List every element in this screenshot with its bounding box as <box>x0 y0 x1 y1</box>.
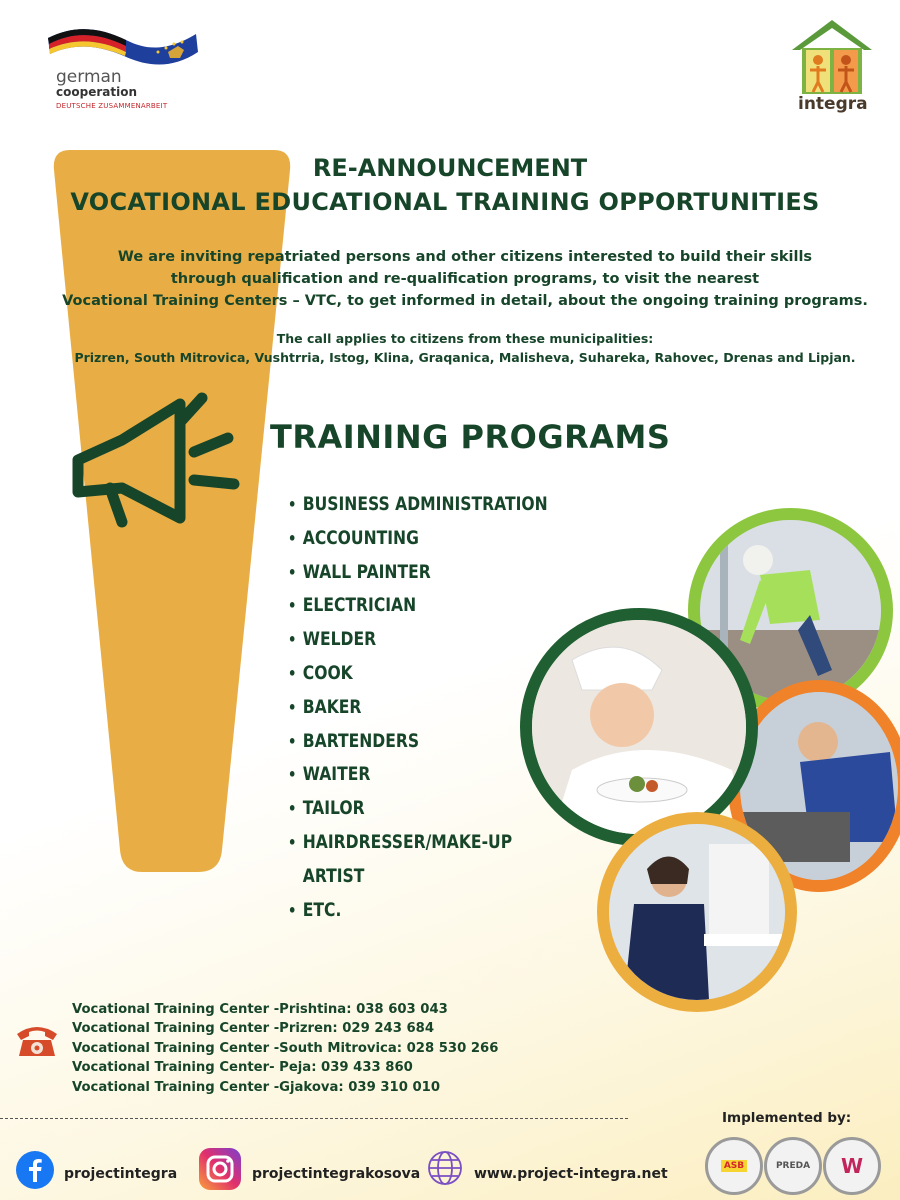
contact-line: Vocational Training Center -Prishtina: 038 603 043 <box>72 1002 448 1017</box>
list-item: • BARTENDERS <box>288 725 501 759</box>
partner-logo-text: PREDA <box>775 1161 811 1171</box>
contact-line: Vocational Training Center- Peja: 039 433 860 <box>72 1060 413 1076</box>
contact-line: Vocational Training Center -Prizren: 029 243 684 <box>72 1021 434 1037</box>
list-item: • ELECTRICIAN <box>288 589 501 623</box>
list-item: • WAITER <box>288 758 501 792</box>
call-applies-heading: The call applies to citizens from these municipalities: <box>276 331 654 346</box>
intro-paragraph <box>40 246 890 312</box>
facebook-handle[interactable]: projectintegra <box>64 1166 178 1182</box>
list-item: • BAKER <box>288 691 501 725</box>
intro-line: We are inviting repatriated persons and other citizens interested to build their skills <box>117 249 813 265</box>
list-item: ARTIST <box>302 864 365 887</box>
municipalities-list: Prizren, South Mitrovica, Vushtrria, Istog, Klina, Graqanica, Malisheva, Suhareka, Rahovec, Drenas and Lipjan. <box>74 350 856 365</box>
logo-text-german: german <box>56 67 122 87</box>
partner-logo-text: W <box>840 1154 864 1178</box>
instagram-handle[interactable]: projectintegrakosova <box>252 1166 421 1182</box>
implemented-by-label: Implemented by: <box>722 1110 852 1126</box>
logo-text-deutsche: DEUTSCHE ZUSAMMENARBEIT <box>56 102 168 110</box>
instagram-icon[interactable] <box>198 1147 242 1191</box>
title-vet-opportunities: VOCATIONAL EDUCATIONAL TRAINING OPPORTUNITIES <box>70 188 820 216</box>
list-item: • ETC. <box>288 894 501 928</box>
list-item: • HAIRDRESSER/MAKE-UP <box>288 826 501 860</box>
integra-logo <box>790 18 874 118</box>
chef-photo <box>520 608 758 846</box>
intro-line: through qualification and re-qualification programs, to visit the nearest <box>170 271 760 287</box>
integra-logo-text: integra <box>798 94 868 114</box>
german-cooperation-logo <box>46 22 206 117</box>
divider <box>0 1118 628 1119</box>
list-item: • WALL PAINTER <box>288 556 501 590</box>
vtc-contacts <box>72 1000 498 1097</box>
contact-line: Vocational Training Center -Gjakova: 039 310 010 <box>72 1079 441 1095</box>
office-worker-photo <box>597 812 797 1012</box>
house-icon <box>790 18 874 96</box>
megaphone-icon <box>70 390 240 530</box>
training-programs-heading: TRAINING PROGRAMS <box>270 418 671 456</box>
title-reannouncement: RE-ANNOUNCEMENT <box>312 154 588 182</box>
flag-ribbon-icon <box>46 22 206 72</box>
list-item: • WELDER <box>288 623 501 657</box>
globe-icon[interactable] <box>426 1149 464 1187</box>
contact-line: Vocational Training Center -South Mitrovica: 028 530 266 <box>72 1040 499 1056</box>
training-programs-list <box>288 488 548 927</box>
logo-text-cooperation: cooperation <box>56 85 137 99</box>
phone-icon <box>15 1022 59 1058</box>
list-item: • TAILOR <box>288 792 501 826</box>
list-item: • ACCOUNTING <box>288 522 501 556</box>
partner-logo-preda <box>764 1137 822 1195</box>
list-item: • BUSINESS ADMINISTRATION <box>288 488 501 522</box>
partner-logo-text: ASB <box>721 1160 747 1172</box>
partner-logo-asb <box>705 1137 763 1195</box>
facebook-icon[interactable] <box>16 1151 54 1189</box>
partner-logo-w <box>823 1137 881 1195</box>
intro-line: Vocational Training Centers – VTC, to get informed in detail, about the ongoing training programs. <box>62 293 868 309</box>
website-link[interactable]: www.project-integra.net <box>474 1166 668 1182</box>
list-item: • COOK <box>288 657 501 691</box>
